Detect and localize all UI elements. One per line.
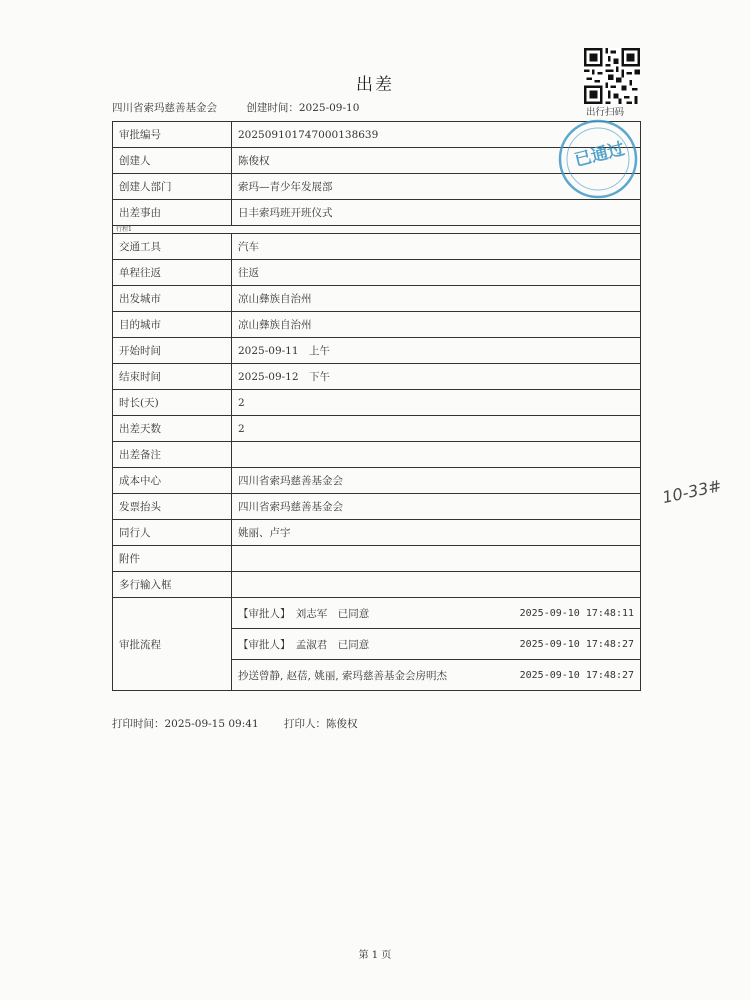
attachments-label: 附件 xyxy=(113,546,232,572)
print-time: 打印时间：2025-09-15 09:41 xyxy=(112,718,259,730)
print-info xyxy=(112,716,357,731)
days-label: 出差天数 xyxy=(113,416,232,442)
qr-code-icon[interactable] xyxy=(584,48,640,104)
transport-value: 汽车 xyxy=(232,234,641,260)
itinerary-group-label: 行程1 xyxy=(113,226,641,234)
table-row xyxy=(113,572,641,598)
document-title: 出差 xyxy=(356,75,394,95)
table-row xyxy=(113,286,641,312)
invoice-title-value: 四川省索玛慈善基金会 xyxy=(232,494,641,520)
start-time-value: 2025-09-11 上午 xyxy=(232,338,641,364)
table-row xyxy=(113,520,641,546)
header-info xyxy=(112,100,359,115)
invoice-title-label: 发票抬头 xyxy=(113,494,232,520)
companions-value: 姚丽、卢宇 xyxy=(232,520,641,546)
cost-center-label: 成本中心 xyxy=(113,468,232,494)
approval-no-value: 202509101747000138639 xyxy=(232,122,641,148)
from-city-value: 凉山彝族自治州 xyxy=(232,286,641,312)
duration-value: 2 xyxy=(232,390,641,416)
from-city-label: 出发城市 xyxy=(113,286,232,312)
trip-type-label: 单程往返 xyxy=(113,260,232,286)
trip-form-table xyxy=(112,121,641,691)
days-value: 2 xyxy=(232,416,641,442)
table-row xyxy=(113,390,641,416)
table-row xyxy=(113,546,641,572)
attachments-value xyxy=(232,546,641,572)
created-time: 创建时间：2025-09-10 xyxy=(246,102,360,114)
table-row xyxy=(113,312,641,338)
end-time-value: 2025-09-12 下午 xyxy=(232,364,641,390)
table-row xyxy=(113,468,641,494)
table-row xyxy=(113,416,641,442)
approval-flow-cell xyxy=(232,598,641,691)
flow-entry-text: 【审批人】 刘志军 已同意 xyxy=(238,607,370,620)
multiline-value xyxy=(232,572,641,598)
flow-entry xyxy=(232,660,640,690)
table-row xyxy=(113,494,641,520)
flow-entry-text: 【审批人】 孟淑君 已同意 xyxy=(238,638,370,651)
companions-label: 同行人 xyxy=(113,520,232,546)
approval-flow-row xyxy=(113,598,641,691)
table-row xyxy=(113,200,641,226)
page-number: 第 1 页 xyxy=(358,950,392,961)
printer-name: 打印人：陈俊权 xyxy=(283,718,358,730)
end-time-label: 结束时间 xyxy=(113,364,232,390)
trip-type-value: 往返 xyxy=(232,260,641,286)
duration-label: 时长(天) xyxy=(113,390,232,416)
table-row xyxy=(113,234,641,260)
transport-label: 交通工具 xyxy=(113,234,232,260)
flow-entry xyxy=(232,598,640,629)
remark-label: 出差备注 xyxy=(113,442,232,468)
department-value: 索玛—青少年发展部 xyxy=(232,174,641,200)
qr-label: 出行扫码 xyxy=(586,107,625,118)
approval-no-label: 审批编号 xyxy=(113,122,232,148)
flow-entry-time: 2025-09-10 17:48:27 xyxy=(519,669,634,681)
creator-label: 创建人 xyxy=(113,148,232,174)
department-label: 创建人部门 xyxy=(113,174,232,200)
handwritten-note: 10-33# xyxy=(660,475,724,508)
itinerary-group-row xyxy=(113,226,641,234)
flow-entry-text: 抄送曾静, 赵蓓, 姚丽, 索玛慈善基金会房明杰 xyxy=(238,669,448,682)
table-row xyxy=(113,442,641,468)
reason-value: 日丰索玛班开班仪式 xyxy=(232,200,641,226)
flow-entry-time: 2025-09-10 17:48:11 xyxy=(519,607,634,619)
table-row xyxy=(113,260,641,286)
to-city-label: 目的城市 xyxy=(113,312,232,338)
approved-stamp-text: 已通过 xyxy=(572,139,627,171)
remark-value xyxy=(232,442,641,468)
table-row xyxy=(113,338,641,364)
creator-value: 陈俊权 xyxy=(232,148,641,174)
table-row xyxy=(113,364,641,390)
to-city-value: 凉山彝族自治州 xyxy=(232,312,641,338)
flow-entry xyxy=(232,629,640,660)
multiline-label: 多行输入框 xyxy=(113,572,232,598)
approval-flow-label: 审批流程 xyxy=(113,598,232,691)
start-time-label: 开始时间 xyxy=(113,338,232,364)
flow-entry-time: 2025-09-10 17:48:27 xyxy=(519,638,634,650)
reason-label: 出差事由 xyxy=(113,200,232,226)
organization-name: 四川省索玛慈善基金会 xyxy=(112,102,217,114)
cost-center-value: 四川省索玛慈善基金会 xyxy=(232,468,641,494)
